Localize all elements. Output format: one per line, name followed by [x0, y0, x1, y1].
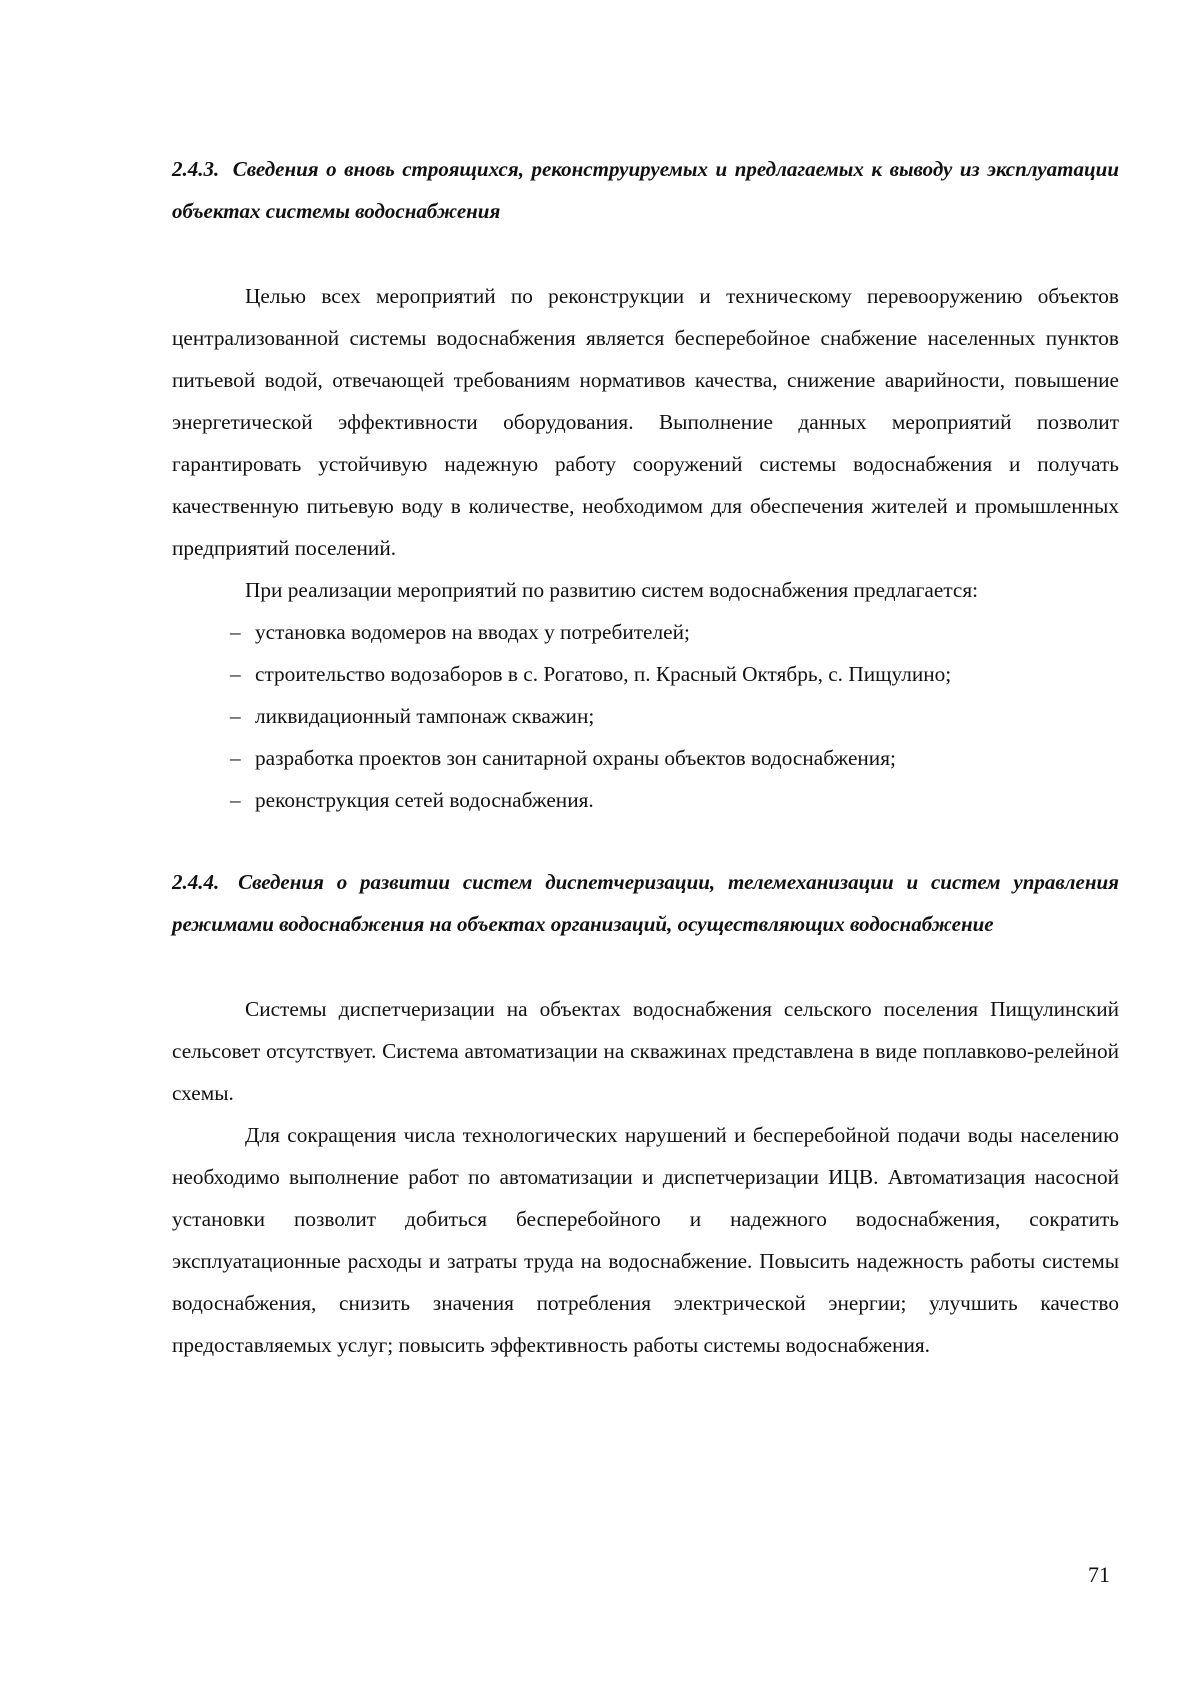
- section-title: Сведения о развитии систем диспетчеризации, телемеханизации и систем управления режимами водоснабжения на объектах организаций, осуществляющих водоснабжение: [172, 870, 1120, 936]
- document-page: [172, 148, 1119, 1366]
- list-item: [172, 779, 1119, 821]
- list-dash: –: [230, 662, 241, 686]
- list-item: [172, 737, 1119, 779]
- list-item-text: разработка проектов зон санитарной охраны объектов водоснабжения;: [255, 746, 896, 770]
- list-dash: –: [230, 746, 241, 770]
- paragraph: При реализации мероприятий по развитию систем водоснабжения предлагается:: [245, 578, 979, 602]
- list-item-text: реконструкция сетей водоснабжения.: [255, 788, 594, 812]
- list-item-text: строительство водозаборов в с. Рогатово, п. Красный Октябрь, с. Пищулино;: [255, 662, 952, 686]
- list-item: [172, 695, 1119, 737]
- paragraph: Для сокращения числа технологических нарушений и бесперебойной подачи воды населению необходимо выполнение работ по автоматизации и диспетчеризации ИЦВ. Автоматизация насосной установки позволит добиться бесперебойного и надежного водоснабжения, сократить эксплуатационные расходы и затраты труда на водоснабжение. Повысить надежность работы системы водоснабжения, снизить значения потребления электрической энергии; улучшить качество предоставляемых услуг; повысить эффективность работы системы водоснабжения.: [172, 1123, 1119, 1357]
- section-heading-2-4-4: [172, 861, 1119, 945]
- list-dash: –: [230, 704, 241, 728]
- list-dash: –: [230, 620, 241, 644]
- section-number: 2.4.3.: [172, 157, 220, 181]
- list-item: [172, 653, 1119, 695]
- list-dash: –: [230, 788, 241, 812]
- section-number: 2.4.4.: [172, 870, 220, 894]
- list-item: [172, 611, 1119, 653]
- section-heading-2-4-3: [172, 148, 1119, 232]
- measures-list: [172, 611, 1119, 821]
- list-item-text: установка водомеров на вводах у потребителей;: [255, 620, 690, 644]
- section-title: Сведения о вновь строящихся, реконструируемых и предлагаемых к выводу из эксплуатации объектах системы водоснабжения: [172, 157, 1120, 223]
- paragraph: Системы диспетчеризации на объектах водоснабжения сельского поселения Пищулинский сельсовет отсутствует. Система автоматизации на скважинах представлена в виде поплавково-релейной схемы.: [172, 997, 1119, 1105]
- list-item-text: ликвидационный тампонаж скважин;: [255, 704, 595, 728]
- page-number: 71: [1088, 1562, 1110, 1587]
- paragraph: Целью всех мероприятий по реконструкции и техническому перевооружению объектов централизованной системы водоснабжения является бесперебойное снабжение населенных пунктов питьевой водой, отвечающей требованиям нормативов качества, снижение аварийности, повышение энергетической эффективности оборудования. Выполнение данных мероприятий позволит гарантировать устойчивую надежную работу сооружений системы водоснабжения и получать качественную питьевую воду в количестве, необходимом для обеспечения жителей и промышленных предприятий поселений.: [172, 284, 1119, 560]
